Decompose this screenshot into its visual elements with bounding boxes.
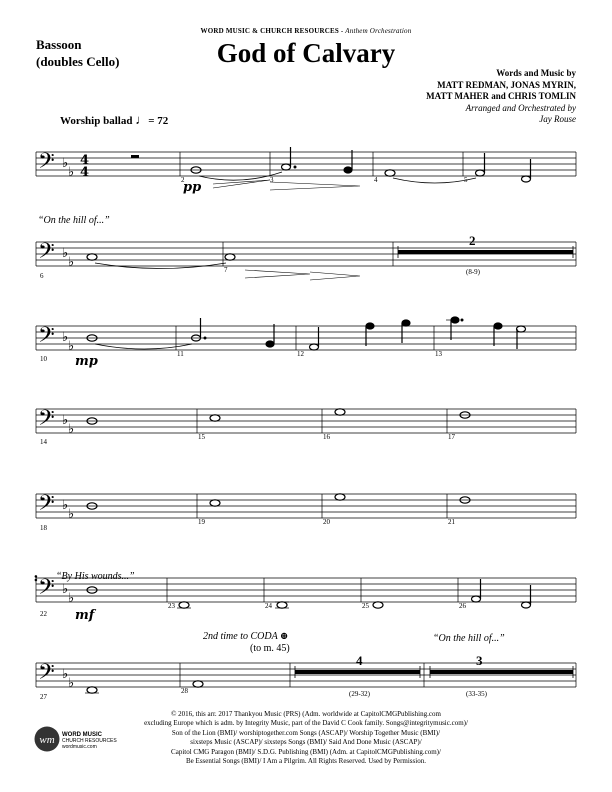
time-signature-bottom: 4 xyxy=(80,165,90,180)
copyright-line: sixsteps Music (ASCAP)/ sixsteps Songs (BMI)/ Said And Done Music (ASCAP)/ xyxy=(190,738,422,747)
words-music-label: Words and Music by xyxy=(496,68,576,78)
measure-number: 11 xyxy=(177,350,184,358)
measure-number: 22 xyxy=(40,610,47,618)
word-music-logo-icon xyxy=(34,726,60,752)
measure-number: 19 xyxy=(198,518,205,526)
whole-note xyxy=(373,602,383,608)
flat-icon: ♭ xyxy=(68,676,75,691)
whole-rest xyxy=(131,155,139,158)
cue-hill-2: “On the hill of...” xyxy=(433,633,505,644)
staff-system-7 xyxy=(36,663,576,687)
logo-line-1: WORD MUSIC xyxy=(62,732,102,738)
dot xyxy=(294,166,296,168)
whole-note xyxy=(210,415,220,421)
rest-range-33-35: (33-35) xyxy=(466,690,487,698)
logo-line-2: CHURCH RESOURCES xyxy=(62,738,117,744)
hairpin xyxy=(245,270,310,278)
flat-icon: ♭ xyxy=(62,156,69,171)
bass-clef-icon: 𝄢 xyxy=(38,406,55,436)
copyright-line: Son of the Lion (BMI)/ worshiptogether.com Songs (ASCAP)/ Worship Together Music (BMI)/ xyxy=(171,728,441,737)
hairpin xyxy=(270,182,360,190)
measure-number: 6 xyxy=(40,272,44,280)
staff-system-4 xyxy=(36,409,576,433)
time-signature-top: 4 xyxy=(80,153,90,168)
staff-system-3 xyxy=(36,326,576,350)
measure-number: 28 xyxy=(181,687,188,695)
quarter-note xyxy=(402,320,410,326)
hairpin xyxy=(213,180,270,188)
dot xyxy=(461,319,463,321)
half-note xyxy=(522,602,531,608)
flat-icon: ♭ xyxy=(62,246,69,261)
staff-system-6 xyxy=(36,578,576,602)
quarter-note xyxy=(366,323,374,329)
measure-number: 20 xyxy=(323,518,330,526)
bass-clef-icon: 𝄢 xyxy=(38,575,55,605)
bass-clef-icon: 𝄢 xyxy=(38,323,55,353)
arranger-name: Jay Rouse xyxy=(539,114,576,124)
measure-number: 18 xyxy=(40,524,47,532)
measure-number: 23 xyxy=(168,602,175,610)
cue-hill-1: “On the hill of...” xyxy=(38,215,110,226)
segno-icon: 𝄈 xyxy=(34,568,38,588)
measure-number: 24 xyxy=(265,602,272,610)
measure-number: 26 xyxy=(459,602,466,610)
flat-icon: ♭ xyxy=(68,165,75,180)
flat-icon: ♭ xyxy=(62,667,69,682)
flat-icon: ♭ xyxy=(68,422,75,437)
measure-number: 15 xyxy=(198,433,205,441)
bass-clef-icon: 𝄢 xyxy=(38,239,55,269)
bass-clef-icon: 𝄢 xyxy=(38,491,55,521)
rest-count-4: 4 xyxy=(356,653,363,668)
measure-number: 25 xyxy=(362,602,369,610)
whole-note xyxy=(385,170,395,176)
measure-number: 13 xyxy=(435,350,442,358)
whole-note xyxy=(225,254,235,260)
whole-note xyxy=(179,602,189,608)
quarter-note xyxy=(266,341,274,347)
copyright-line: Be Essential Songs (BMI)/ I Am a Pilgrim. All Rights Reserved. Used by Permission. xyxy=(186,757,426,766)
multi-rest-bar xyxy=(430,670,573,674)
cue-coda-sub: (to m. 45) xyxy=(250,643,290,654)
copyright-line: excluding Europe which is adm. by Integrity Music, part of the David C Cook family. Songs@integritymusic.com)/ xyxy=(144,719,468,728)
coda-text: 2nd time to CODA xyxy=(203,631,278,642)
multi-rest-bar xyxy=(295,670,420,674)
copyright-line: Capitol CMG Paragon (BMI)/ S.D.G. Publishing (BMI) (Adm. at CapitolCMGPublishing.com)/ xyxy=(171,747,441,756)
tie xyxy=(393,178,476,183)
flat-icon: ♭ xyxy=(62,498,69,513)
staff-system-1 xyxy=(36,152,576,176)
half-note xyxy=(472,596,481,602)
flat-icon: ♭ xyxy=(68,255,75,270)
flat-icon: ♭ xyxy=(68,507,75,522)
measure-number: 17 xyxy=(448,433,455,441)
tempo-bpm: = 72 xyxy=(148,115,169,127)
hairpin xyxy=(310,272,360,280)
logo-line-3: wordmusic.com xyxy=(62,744,97,750)
tempo-text: Worship ballad xyxy=(60,115,133,127)
measure-number: 2 xyxy=(181,176,185,184)
dynamic-mf: mf xyxy=(75,608,95,623)
whole-note xyxy=(335,494,345,500)
quarter-note xyxy=(344,167,352,173)
rest-range-8-9: (8-9) xyxy=(466,268,480,276)
measure-number: 3 xyxy=(270,176,274,184)
whole-note xyxy=(87,254,97,260)
dot xyxy=(204,337,206,339)
quarter-note-icon: ♩ xyxy=(135,112,149,127)
instrument-name: Bassoon xyxy=(36,37,82,52)
coda-icon: ⊕ xyxy=(280,631,289,642)
rest-count-3: 3 xyxy=(476,653,483,668)
copyright-line: © 2016, this arr. 2017 Thankyou Music (PRS) (Adm. worldwide at CapitolCMGPublishing.com xyxy=(171,710,441,718)
publisher-name: WORD MUSIC & CHURCH RESOURCES xyxy=(200,27,339,35)
measure-number: 16 xyxy=(323,433,330,441)
half-note xyxy=(522,176,531,182)
flat-icon: ♭ xyxy=(62,330,69,345)
whole-note xyxy=(87,687,97,693)
tie xyxy=(95,344,192,349)
dotted-eighth-note xyxy=(451,317,459,323)
measure-number: 10 xyxy=(40,355,47,363)
whole-note xyxy=(335,409,345,415)
flat-icon: ♭ xyxy=(68,591,75,606)
rest-count-2: 2 xyxy=(469,233,476,248)
multi-rest-bar xyxy=(398,250,573,254)
sixteenth-note xyxy=(494,323,502,329)
composers-line-1: MATT REDMAN, JONAS MYRIN, xyxy=(437,79,576,90)
measure-number: 4 xyxy=(374,176,378,184)
measure-number: 14 xyxy=(40,438,47,446)
flat-icon: ♭ xyxy=(62,582,69,597)
measure-number: 7 xyxy=(224,266,228,274)
dynamic-pp: pp xyxy=(183,180,202,195)
dynamic-mp: mp xyxy=(75,354,98,369)
bass-clef-icon: 𝄢 xyxy=(38,149,55,179)
bass-clef-icon: 𝄢 xyxy=(38,660,55,690)
whole-note xyxy=(193,681,203,687)
flat-icon: ♭ xyxy=(68,339,75,354)
song-title: God of Calvary xyxy=(216,38,396,68)
arranged-label: Arranged and Orchestrated by xyxy=(465,102,576,113)
half-note xyxy=(282,164,291,170)
publisher-sub: - Anthem Orchestration xyxy=(340,27,412,35)
svg-text:wm: wm xyxy=(39,734,55,746)
half-note xyxy=(517,326,526,332)
measure-number: 21 xyxy=(448,518,455,526)
whole-note xyxy=(210,500,220,506)
flat-icon: ♭ xyxy=(62,413,69,428)
cue-wounds: “By His wounds...” xyxy=(56,571,135,582)
measure-number: 5 xyxy=(464,176,468,184)
rest-range-29-32: (29-32) xyxy=(349,690,370,698)
measure-number: 27 xyxy=(40,693,47,701)
whole-note xyxy=(277,602,287,608)
staff-system-5 xyxy=(36,494,576,518)
half-note xyxy=(310,344,319,350)
measure-number: 12 xyxy=(297,350,304,358)
instrument-sub: (doubles Cello) xyxy=(36,54,120,69)
composers-line-2: MATT MAHER and CHRIS TOMLIN xyxy=(426,91,576,101)
logo-text xyxy=(62,732,117,750)
half-note xyxy=(476,170,485,176)
